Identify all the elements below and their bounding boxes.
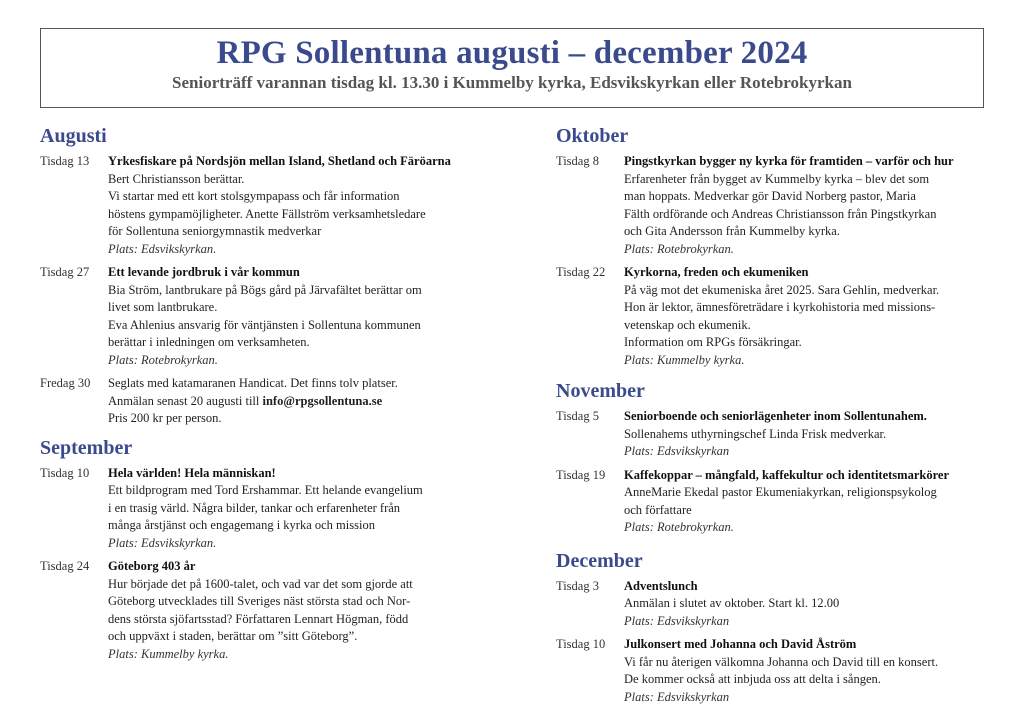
event-place: Plats: Kummelby kyrka. [624, 352, 745, 367]
event-item [40, 153, 480, 258]
event-item [40, 375, 480, 428]
event-item [556, 408, 996, 461]
month-heading: November [556, 380, 645, 402]
event-date: Tisdag 5 [556, 409, 599, 423]
event-description-line: många årstjänst och engagemang i kyrka och mission [108, 518, 375, 532]
event-date: Tisdag 24 [40, 559, 90, 573]
event-description-line: i en trasig värld. Några bilder, tankar och erfarenheter från [108, 500, 401, 515]
event-title: Julkonsert med Johanna och David Åström [624, 637, 857, 651]
event-title: Göteborg 403 år [108, 559, 196, 573]
event-description-line: Seglats med katamaranen Handicat. Det finns tolv platser. [108, 376, 398, 390]
event-place: Plats: Rotebrokyrkan. [624, 241, 734, 256]
event-title: Ett levande jordbruk i vår kommun [108, 265, 300, 279]
event-description-line: Anmälan senast 20 augusti till info@rpgsollentuna.se [108, 393, 383, 408]
left-column [40, 124, 480, 669]
event-title: Yrkesfiskare på Nordsjön mellan Island, Shetland och Färöarna [108, 154, 451, 168]
event-body [108, 465, 480, 553]
page-title: RPG Sollentuna augusti – december 2024 [216, 35, 808, 71]
event-item [556, 153, 996, 258]
event-description-line: Bert Christiansson berättar. [108, 171, 245, 186]
event-item [40, 465, 480, 553]
event-description-line: dens största sjöfartsstad? Författaren Lennart Högman, född [108, 611, 409, 626]
event-description-line: På väg mot det ekumeniska året 2025. Sara Gehlin, medverkar. [624, 282, 940, 297]
event-body [624, 636, 996, 706]
event-title: Pingstkyrkan bygger ny kyrka för framtiden – varför och hur [624, 154, 954, 168]
event-title: Adventslunch [624, 578, 698, 593]
event-date: Tisdag 22 [556, 265, 606, 279]
event-description-line: Erfarenheter från bygget av Kummelby kyrka – blev det som [624, 171, 930, 186]
event-place: Plats: Edsvikskyrkan. [108, 241, 217, 256]
event-body [108, 558, 480, 663]
event-description-line: Anmälan i slutet av oktober. Start kl. 12.00 [624, 596, 840, 610]
event-description-line: Information om RPGs försäkringar. [624, 335, 802, 349]
event-description-line: livet som lantbrukare. [108, 300, 218, 314]
email-link[interactable]: info@rpgsollentuna.se [262, 393, 383, 408]
event-date: Tisdag 13 [40, 154, 90, 168]
event-description-line: höstens gympamöjligheter. Anette Fällström verksamhetsledare [108, 206, 426, 221]
event-body [108, 264, 480, 369]
event-place: Plats: Rotebrokyrkan. [108, 352, 218, 367]
event-place: Plats: Rotebrokyrkan. [624, 520, 734, 534]
event-description-line: Hur började det på 1600-talet, och vad var det som gjorde att [108, 576, 413, 591]
event-date: Tisdag 10 [40, 465, 90, 480]
event-description-line: och Gita Andersson från Kummelby kyrka. [624, 224, 840, 238]
event-description-line: och uppväxt i staden, berättar om ”sitt Göteborg”. [108, 629, 358, 643]
event-description-line: Vi får nu återigen välkomna Johanna och David till en konsert. [624, 654, 939, 669]
event-body [624, 408, 996, 461]
event-description-line: man hoppats. Medverkar gör David Norberg pastor, Maria [624, 189, 916, 203]
right-column [556, 124, 996, 712]
event-item [556, 264, 996, 369]
event-description-line: Ett bildprogram med Tord Ershammar. Ett helande evangelium [108, 483, 423, 497]
event-description-line: för Sollentuna seniorgymnastik medverkar [108, 224, 322, 238]
event-date: Tisdag 10 [556, 637, 606, 651]
event-date: Tisdag 8 [556, 154, 599, 168]
event-place: Plats: Edsvikskyrkan [624, 444, 730, 458]
event-description-line: De kommer också att inbjuda oss att delta i sången. [624, 672, 881, 686]
event-item [556, 467, 996, 537]
event-description-line: Pris 200 kr per person. [108, 411, 222, 425]
event-item [556, 578, 996, 631]
event-date: Tisdag 27 [40, 265, 90, 279]
event-description-line: Bia Ström, lantbrukare på Bögs gård på Järvafältet berättar om [108, 282, 422, 297]
month-heading: Augusti [40, 125, 107, 147]
event-description-line: och författare [624, 502, 692, 517]
event-place: Plats: Edsvikskyrkan [624, 689, 730, 704]
event-title: Kaffekoppar – mångfald, kaffekultur och identitetsmarkörer [624, 467, 949, 482]
event-title: Kyrkorna, freden och ekumeniken [624, 265, 809, 279]
event-place: Plats: Kummelby kyrka. [108, 646, 229, 661]
event-description-line: vetenskap och ekumenik. [624, 317, 751, 332]
event-body [624, 264, 996, 369]
event-description-line: AnneMarie Ekedal pastor Ekumeniakyrkan, religionspsykolog [624, 485, 937, 499]
month-heading: September [40, 436, 133, 459]
event-title: Seniorboende och seniorlägenheter inom Sollentunahem. [624, 409, 927, 423]
event-place: Plats: Edsvikskyrkan. [108, 535, 217, 550]
event-date: Tisdag 19 [556, 467, 606, 482]
event-description-line: Hon är lektor, ämnesföreträdare i kyrkohistoria med missions- [624, 300, 936, 314]
page-subtitle: Seniorträff varannan tisdag kl. 13.30 i Kummelby kyrka, Edsvikskyrkan eller Rotebrokyrkan [172, 73, 852, 92]
event-date: Fredag 30 [40, 376, 91, 390]
event-item [556, 636, 996, 706]
event-body [624, 153, 996, 258]
event-description-line: Eva Ahlenius ansvarig för väntjänsten i Sollentuna kommunen [108, 317, 421, 332]
month-heading: Oktober [556, 125, 629, 147]
event-item [40, 558, 480, 663]
event-description-line: Fälth ordförande och Andreas Christiansson från Pingstkyrkan [624, 206, 937, 221]
event-body [108, 375, 480, 428]
event-description-line: Göteborg utvecklades till Sveriges näst största stad och Nor- [108, 594, 411, 608]
event-body [624, 467, 996, 537]
event-body [624, 578, 996, 631]
event-place: Plats: Edsvikskyrkan [624, 613, 730, 628]
event-description-line: Vi startar med ett kort stolsgympapass och får information [108, 189, 400, 203]
event-date: Tisdag 3 [556, 578, 599, 593]
header-box [40, 28, 984, 108]
event-description-line: berättar i inledningen om verksamheten. [108, 335, 310, 349]
event-body [108, 153, 480, 258]
event-item [40, 264, 480, 369]
event-title: Hela världen! Hela människan! [108, 465, 276, 480]
event-description-line: Sollenahems uthyrningschef Linda Frisk medverkar. [624, 426, 887, 441]
month-heading: December [556, 549, 643, 572]
